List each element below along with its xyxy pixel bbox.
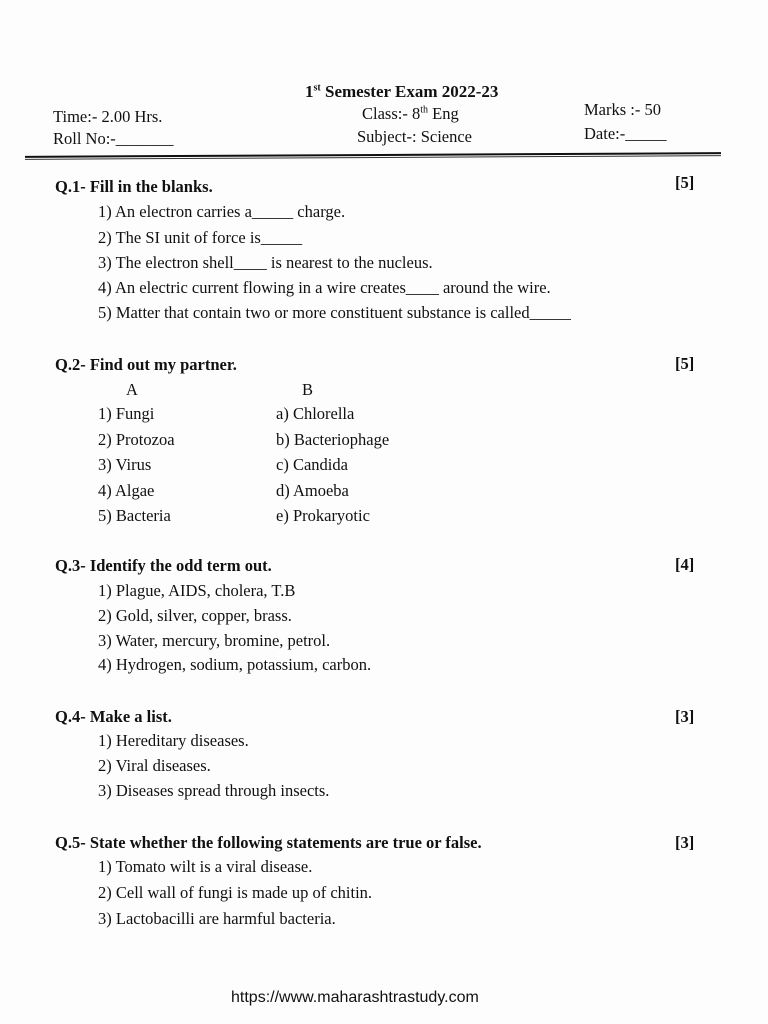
q1-item: 5) Matter that contain two or more constituent substance is called_____ bbox=[98, 303, 571, 322]
q2-heading: Q.2- Find out my partner. bbox=[55, 355, 237, 374]
column-a-item: 1) Fungi bbox=[98, 404, 155, 423]
marks: Marks :- 50 bbox=[584, 100, 661, 119]
q4-item: 1) Hereditary diseases. bbox=[98, 731, 249, 750]
column-a-label: A bbox=[126, 380, 138, 399]
column-b-item: b) Bacteriophage bbox=[276, 430, 390, 449]
column-b-item: c) Candida bbox=[276, 455, 348, 474]
q2-marks: [5] bbox=[675, 354, 695, 373]
footer-url[interactable]: https://www.maharashtrastudy.com bbox=[231, 989, 479, 1006]
column-a-item: 5) Bacteria bbox=[98, 506, 171, 525]
column-b-item: e) Prokaryotic bbox=[276, 506, 370, 525]
column-a-item: 2) Protozoa bbox=[98, 430, 175, 449]
time: Time:- 2.00 Hrs. bbox=[53, 107, 163, 126]
class: Class:- 8th Eng bbox=[362, 104, 459, 123]
column-b-label: B bbox=[302, 380, 314, 399]
q3-item: 4) Hydrogen, sodium, potassium, carbon. bbox=[98, 655, 372, 674]
q4-item: 3) Diseases spread through insects. bbox=[98, 781, 330, 800]
q4-heading: Q.4- Make a list. bbox=[55, 707, 172, 726]
column-a-item: 4) Algae bbox=[98, 481, 155, 500]
q3-item: 1) Plague, AIDS, cholera, T.B bbox=[98, 581, 296, 600]
q1-item: 3) The electron shell____ is nearest to the nucleus. bbox=[98, 253, 433, 272]
column-b-item: d) Amoeba bbox=[276, 481, 349, 500]
exam-title: 1st Semester Exam 2022-23 bbox=[305, 82, 499, 101]
q3-item: 2) Gold, silver, copper, brass. bbox=[98, 606, 292, 625]
q1-heading: Q.1- Fill in the blanks. bbox=[55, 177, 213, 196]
q5-heading: Q.5- State whether the following statements are true or false. bbox=[55, 833, 482, 852]
column-a-item: 3) Virus bbox=[98, 455, 152, 474]
q5-item: 1) Tomato wilt is a viral disease. bbox=[98, 857, 313, 876]
q4-marks: [3] bbox=[675, 707, 695, 726]
q5-item: 2) Cell wall of fungi is made up of chitin. bbox=[98, 883, 373, 902]
q1-item: 1) An electron carries a_____ charge. bbox=[98, 202, 346, 221]
q5-marks: [3] bbox=[675, 833, 695, 852]
subject: Subject-: Science bbox=[357, 127, 473, 146]
column-b-item: a) Chlorella bbox=[276, 404, 355, 423]
q3-item: 3) Water, mercury, bromine, petrol. bbox=[98, 631, 331, 650]
q5-item: 3) Lactobacilli are harmful bacteria. bbox=[98, 909, 336, 928]
roll-no: Roll No:-_______ bbox=[53, 129, 174, 148]
date: Date:-_____ bbox=[584, 124, 667, 143]
q1-marks: [5] bbox=[675, 173, 695, 192]
q1-item: 4) An electric current flowing in a wire creates____ around the wire. bbox=[98, 278, 551, 297]
q3-marks: [4] bbox=[675, 555, 695, 574]
q4-item: 2) Viral diseases. bbox=[98, 756, 211, 775]
q3-heading: Q.3- Identify the odd term out. bbox=[55, 556, 272, 575]
q1-item: 2) The SI unit of force is_____ bbox=[98, 228, 303, 247]
